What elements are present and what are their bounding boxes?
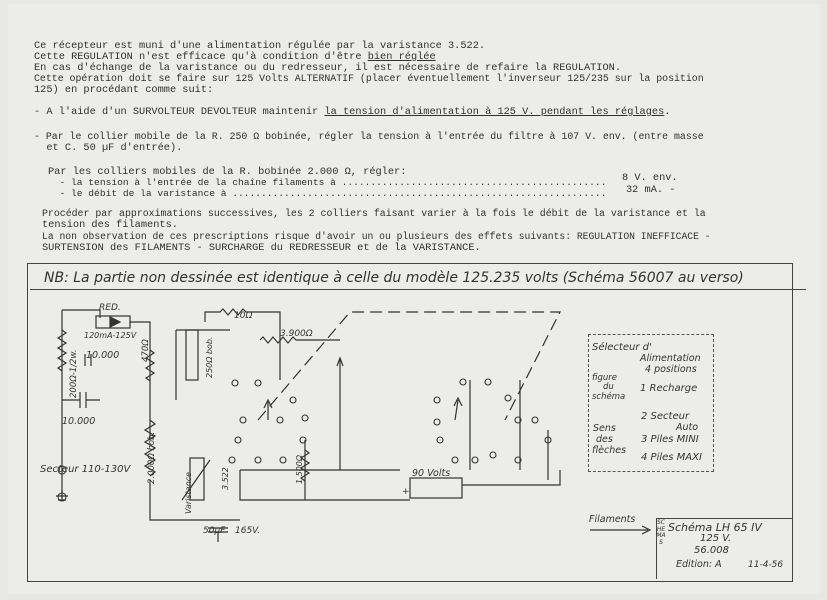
selector-title-2: Alimentation bbox=[640, 353, 701, 364]
resistor-200-symbol bbox=[58, 330, 66, 371]
selector-position-2: 2 Secteur bbox=[641, 411, 690, 422]
label-plus: + bbox=[402, 487, 410, 497]
intro-line-1: Ce récepteur est muni d'une alimentation régulée par la varistance 3.522. bbox=[34, 40, 486, 52]
top-left-wire bbox=[62, 310, 100, 318]
label-secteur: Secteur 110-130V bbox=[40, 464, 131, 475]
capacitor-10000-symbol bbox=[62, 392, 100, 408]
schema-number: 56.008 bbox=[694, 545, 729, 556]
selector-figure-3: schéma bbox=[592, 392, 626, 402]
nb-note: NB: La partie non dessinée est identique à celle du modèle 125.235 volts (Schéma 56007 au verso) bbox=[30, 267, 806, 290]
step-2-line-2: et C. 50 µF d'entrée). bbox=[34, 142, 183, 154]
label-capacitor-1: 10.000 bbox=[86, 350, 120, 361]
schema-voltage: 125 V. bbox=[700, 533, 732, 544]
warning-line-2: SURTENSION des FILAMENTS - SURCHARGE du REDRESSEUR et de la VARISTANCE. bbox=[42, 242, 481, 254]
selector-position-3: 3 Piles MINI bbox=[641, 434, 699, 445]
schema-date: 11-4-56 bbox=[748, 560, 784, 570]
intro-line-3: En cas d'échange de la varistance ou du redresseur, il est nécessaire de refaire la REGULATION. bbox=[34, 62, 622, 74]
label-filaments: Filaments bbox=[589, 514, 636, 525]
warning-line-1: La non observation de ces prescriptions risque d'avoir un ou plusieurs des effets suivants: REGULATION INEFFICACE - bbox=[42, 231, 711, 242]
label-resistor-2000: 2.000Ω bob. bbox=[147, 431, 157, 484]
label-varistance: Varistance bbox=[184, 472, 193, 514]
selector-title-3: 4 positions bbox=[645, 364, 697, 375]
selector-title-1: Sélecteur d' bbox=[592, 342, 652, 353]
label-resistor-200: 200Ω-1/2w. bbox=[69, 349, 79, 398]
label-capacitor-50: 50µF bbox=[203, 526, 226, 536]
label-resistor-10: 10Ω bbox=[234, 311, 253, 321]
intro-line-5: 125) en procédant comme suit: bbox=[34, 84, 214, 96]
selector-sens-1: Sens bbox=[593, 423, 616, 434]
step-3-line-3: - le débit de la varistance à ................................................................. bbox=[48, 188, 607, 199]
intro-line-4: Cette opération doit se faire sur 125 Volts ALTERNATIF (placer éventuellement l'inverseur 125/235 sur la position bbox=[34, 73, 704, 84]
selector-sens-2: des bbox=[596, 434, 613, 445]
filament-resistor-symbol bbox=[410, 478, 462, 498]
label-capacitor-voltage: 165V. bbox=[235, 526, 261, 536]
step-2-line-1: - Par le collier mobile de la R. 250 Ω bobinée, régler la tension à l'entrée du filtre à 107 V. env. (entre masse bbox=[34, 131, 704, 142]
selector-figure-2: du bbox=[603, 382, 614, 392]
selector-sens-3: flèches bbox=[592, 445, 627, 456]
label-90-volts: 90 Volts bbox=[412, 468, 451, 479]
procedure-line-1: Procéder par approximations successives, les 2 colliers faisant varier à la fois le débit de la varistance et la bbox=[42, 208, 706, 219]
selector-position-1: 1 Recharge bbox=[640, 383, 698, 394]
label-rectifier-rating: 120mA-125V bbox=[84, 331, 137, 340]
label-rectifier: RED. bbox=[99, 303, 121, 313]
step-1: - A l'aide d'un SURVOLTEUR DEVOLTEUR maintenir la tension d'alimentation à 125 V. pendant les réglages. bbox=[34, 106, 671, 118]
resistor-250-symbol bbox=[186, 330, 198, 380]
schema-name: Schéma LH 65 IV bbox=[668, 521, 762, 534]
title-block-side: SCHEMAS bbox=[656, 519, 666, 546]
label-varistance-ref: 3.522 bbox=[221, 467, 230, 490]
step-3-value-debit: 32 mA. - bbox=[626, 184, 676, 196]
label-resistor-1500: 1.500Ω bbox=[295, 454, 304, 484]
intro-line-2: Cette REGULATION n'est efficace qu'à condition d'être bien réglée bbox=[34, 51, 436, 63]
filaments-arrow bbox=[590, 526, 650, 534]
selector-figure-1: figure bbox=[592, 373, 617, 383]
label-capacitor-2: 10.000 bbox=[62, 416, 96, 427]
procedure-line-2: tension des filaments. bbox=[42, 219, 178, 231]
label-resistor-3900: 3.900Ω bbox=[280, 329, 313, 339]
schema-edition: Edition: A bbox=[676, 559, 722, 570]
step-3-line-2: - la tension à l'entrée de la chaîne filaments à .............................................. bbox=[48, 177, 607, 188]
step-3-value-tension: 8 V. env. bbox=[622, 172, 678, 184]
label-resistor-250: 250Ω bob. bbox=[205, 336, 214, 378]
label-resistor-470: 470Ω bbox=[141, 339, 151, 362]
selector-position-4: 4 Piles MAXI bbox=[641, 452, 702, 463]
selector-position-2-auto: Auto bbox=[676, 422, 699, 433]
step-3-line-1: Par les colliers mobiles de la R. bobinée 2.000 Ω, régler: bbox=[48, 166, 407, 178]
